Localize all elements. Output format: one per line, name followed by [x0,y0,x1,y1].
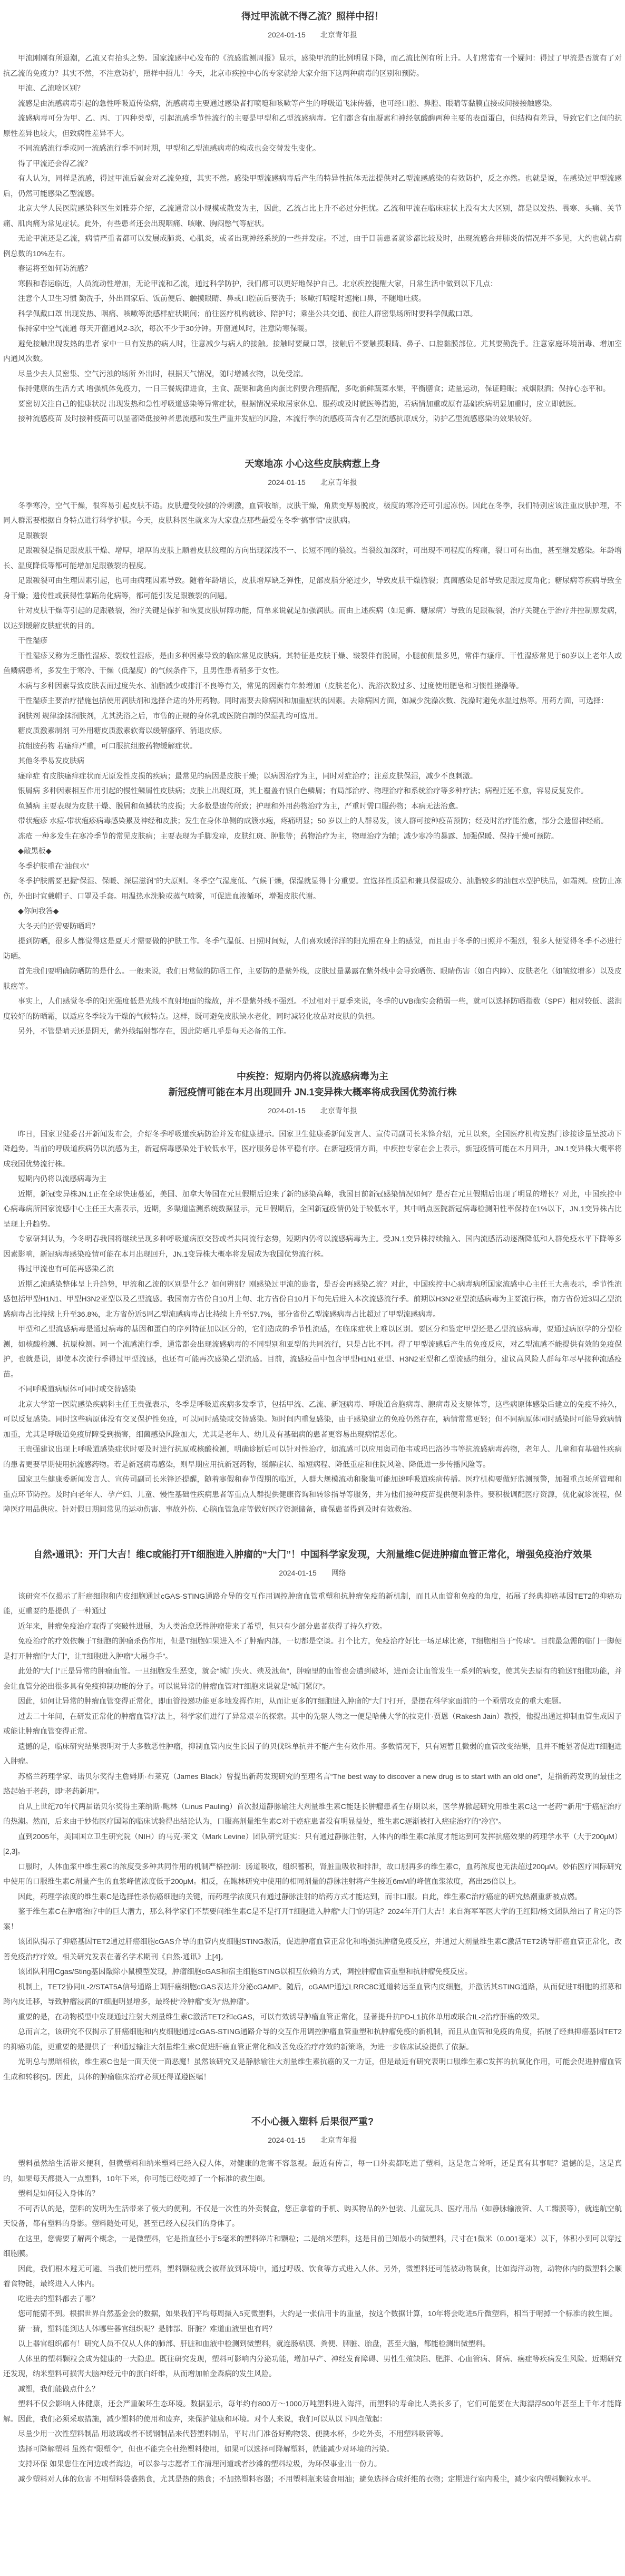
article-meta [3,1567,622,1579]
paragraph: 注意个人卫生习惯 勤洗手，外出回家后、饭前便后、触摸眼睛、鼻或口腔前后要洗手；咳嗽打喷嚏时遮掩口鼻，不随地吐痰。 [18,294,426,303]
article-meta [3,28,622,41]
paragraph: 甲型和乙型流感病毒是通过病毒的基因和蛋白的序列特征加以区分的，它们造成的季节性流感，在临床症状上难以区别。要区分和鉴定甲型还是乙型流感病毒，要通过病原学的分型检测，如核酸检测、抗原检测。同一个流感流行季，通常都会出现流感病毒的不同型别和亚型的共同流行，只是占比不同。得了甲型流感后产生的免疫反应，对乙型流感不能提供有效的免疫保护，也就是说，即使本次流行季得过甲型流感，也还有可能再次感染乙型流感。目前，流感疫苗中包含甲型H1N1亚型、H3N2亚型和乙型流感的组分，建议高风险人群每年尽早接种流感疫苗。 [3,1325,622,1378]
paragraph: 免疫治疗的疗效依赖于T细胞的肿瘤杀伤作用，但是T细胞如果进入不了肿瘤内部，一切都是空谈。打个比方，免疫治疗好比一场足球比赛，T细胞相当于“传球”。目前最急需的临门一脚便是打开肿瘤的“大门”，让T细胞进入肿瘤“大展身手”。 [3,1637,622,1660]
paragraph: 专家研判认为，今冬明春我国将继续呈现多种呼吸道病原交替或者共同流行态势，短期内仍将以流感病毒为主。受JN.1变异株持续输入、国内流感活动逐渐降低和人群免疫水平下降等多因素影响，新冠病毒感染疫情可能在本月出现回升，JN.1变异株大概率将发展成为我国优势流行株。 [3,1234,622,1258]
article-meta [3,1104,622,1117]
paragraph: 干性湿疹主要治疗措施包括使用润肤剂和选择合适的外用药物。同时需要去除病因和加重症状的因素。去除病因方面，如减少洗澡次数、洗澡时避免水温过热等。用药方面，可选择： [18,696,608,705]
paragraph: 在这里，您需要了解两个概念，一是微塑料，它是指直径小于5毫米的塑料碎片和颗粒；二是纳米塑料，这是目前已知最小的微塑料，尺寸在1微米（0.001毫米）以下，体积小到可以穿过细胞膜。 [3,2234,622,2258]
paragraph: 因此，药理学浓度的维生素C是选择性杀伤癌细胞的关键，而药理学浓度只有通过静脉注射的给药方式才能达到，而非口服。自此，维生素C治疗癌症的研究热潮重新被点燃。 [18,1892,582,1901]
paragraph: 近年来，肿瘤免疫治疗取得了突破性进展，为人类治愈恶性肿瘤带来了希望，但只有少部分患者获得了持久疗效。 [18,1621,387,1630]
paragraph: 猜一猜，塑料能到达人体哪些器官组织呢？是肺部、肝脏？难道血液里也有吗？ [18,2324,276,2333]
paragraph: 北京大学第一医院感染疾病科主任王贵强表示，冬季是呼吸道疾病多发季节，包括甲流、乙流、新冠病毒、呼吸道合胞病毒、腺病毒及支原体等，这些病原体感染后建立的免疫不持久，可以反复感染。同时这些病原体没有交叉保护性免疫，可以同时感染或交替感染。短时间内重复感染，由于感染建立的免疫仍然存在，病情常常更轻；但不同病原体同时感染时可能导致病情加重，尤其是呼吸道免疫屏障受到损害，细菌感染风险加大，尤其是老年人、幼儿及有基础病的患者更容易出现病情恶化。 [3,1399,622,1438]
paragraph: 甲流刚刚有所退潮，乙流又有抬头之势。国家流感中心发布的《流感监测周报》显示，感染甲流的比例明显下降，而乙流比例有所上升。人们常常有一个疑问：得过了甲流是否就有了对抗乙流的免疫力？其实不然，不注意防护，照样中招儿！今天，北京市疾控中心的专家就给大家介绍下这两种病毒的区别和预防。 [3,54,622,77]
paragraph: 科学佩戴口罩 出现发热、咽痛、咳嗽等流感样症状期间；前往医疗机构就诊、陪护时；乘坐公共交通、前往人群密集场所时要科学佩戴口罩。 [18,309,477,318]
article-date: 2024-01-15 [268,478,306,487]
paragraph: 首先我们要明确防晒防的是什么。一般来说，我们日常做的防晒工作，主要防的是紫外线，皮肤过量暴露在紫外线中会导致晒伤、眼睛伤害（如白内障）、皮肤老化（如皱纹增多）以及皮肤癌等。 [3,967,622,990]
article-meta [3,2134,622,2146]
paragraph: 人体里的塑料颗粒会成为健康的一大隐患。既往研究发现，塑料可影响内分泌功能，增加早产、神经发育障碍、男性生殖缺陷、肥胖、心血管病、肾病、癌症等疾病发生风险。近期研究还发现，纳米塑料可损害大脑神经元中的蛋白纤维，从而增加帕金森病的发生风险。 [3,2354,622,2378]
paragraph: 此处的“大门”正是异常的肿瘤血管。一旦细胞发生恶变，就会“城门失火、殃及池鱼”，肿瘤里的血管也会遭到破坏，进而会让血管发生一系列的病变，使其失去原有的输送T细胞功能，并会让血管分泌出很多具有免疫抑制功能的分子。可以说异常的肿瘤血管对T细胞来说就是“城门紧闭”。 [3,1667,622,1690]
paragraph: 塑料不仅会影响人体健康，还会严重破坏生态环境。数据显示，每年约有800万～1000万吨塑料进入海洋，而塑料的寿命比人类长多了，它们可能要在大海漂浮500年甚至上千年才能降解。因此，我们必须采取措施，减少塑料的使用和废弃，来保护健康和环境。对个人来说，我们可以从以下四点做起： [3,2399,622,2423]
paragraph: 避免接触出现发热的患者 家中一旦有发热的病人时，注意减少与病人的接触。接触时要戴口罩，接触后不要触摸眼睛、鼻子、口腔黏膜部位。尤其要勤洗手。注意家庭环境消毒、增加室内通风次数。 [3,339,622,363]
paragraph: 寒假和春运临近，人员流动性增加，无论甲流和乙流，通过科学防护，我们都可以更好地保护自己。北京疾控提醒大家，日常生活中做到以下几点： [18,279,497,288]
paragraph: ◆你问我答◆ [18,907,59,915]
paragraph: 干性湿疹 [18,636,47,645]
paragraph: 大冬天的还需要防晒吗？ [18,921,99,930]
paragraph: 保持健康的生活方式 增强机体免疫力，一日三餐规律进食，主食、蔬果和禽鱼肉蛋比例要合理搭配，多吃新鲜蔬菜水果，平衡膳食；适量运动，保证睡眠；戒烟限酒；保持心态平和。 [18,384,610,393]
article-source: 北京青年报 [320,478,357,487]
paragraph: 得了甲流还会得乙流？ [18,159,92,168]
paragraph: 带状疱疹 水痘-带状疱疹病毒感染累及神经和皮肤；发生在身体单侧的成簇水疱，疼痛明显；50 岁以上的人群易发，该人群可接种疫苗预防；经及时治疗能治愈，部分会遗留神经痛。 [18,816,609,825]
paragraph: 另外，不管是晴天还是阴天，紫外线辐射都存在，因此防晒几乎是每天必备的工作。 [18,1027,291,1035]
paragraph: 重要的是，在动物模型中发现通过注射大剂量维生素C激活TET2和cGAS，可以有效诱导肿瘤血管正常化，显著提升抗PD-L1抗体单用或联合IL-2治疗肝癌的效果。 [18,2012,544,2021]
paragraph: 支持环保 如果您住在河边或者海边，可以参与志愿者工作清理河道或者沙滩的塑料垃圾，为环保事业出一份力。 [18,2460,382,2468]
article-date: 2024-01-15 [268,31,306,39]
paragraph: 以上器官组织都有！研究人员不仅从人体的肺部、肝脏和血液中检测到微塑料，就连肠粘膜、粪便、脾脏、胎盘，甚至大脑，都能检测出微塑料。 [18,2339,490,2348]
paragraph: 干性湿疹又称为乏脂性湿疹、裂纹性湿疹，是由多种因素导致的临床常见皮肤病。其特征是皮肤干燥、皲裂伴有脱屑，小腿前侧最多见，常伴有瘙痒。干性湿疹常见于60岁以上老年人或鱼鳞病患者，多发生于寒冷、干燥（低湿度）的气候条件下，且男性患者稍多于女性。 [3,651,622,675]
paragraph: 不同呼吸道病原体可同时或交替感染 [18,1385,136,1393]
paragraph: 近期乙流感染整体呈上升趋势，甲流和乙流的区别是什么？如何辨别？刚感染过甲流的患者，是否会再感染乙流？对此，中国疾控中心病毒病所国家流感中心主任王大燕表示，季节性流感包括甲型H1N1、甲型H3N2亚型以及乙型流感。我国南方省份自10月上旬、北方省份自10月下旬先后进入本次流感流行季。前期以H3N2亚型流感病毒为主要流行株，南方省份近3周乙型流感病毒占比持续上升至36.8%，北方省份近5周乙型流感病毒占比持续上升至57.7%，部分省份乙型流感病毒占比超过了甲型流感病毒。 [3,1279,622,1318]
paragraph: 近期，新冠变异株JN.1正在全球快速蔓延，美国、加拿大等国在元旦假期后迎来了新的感染高峰，我国目前新冠感染情况如何？是否在元旦假期后出现了明显的增长？对此，中国疾控中心病毒病所国家流感中心主任王大燕表示，近期，多渠道监测系统数据显示，元旦假期后，全国新冠疫情仍处于较低水平，其中哨点医院新冠病毒检测阳性率保持在1%以下，JN.1变异株占比呈现上升趋势。 [3,1189,622,1228]
paragraph: 其他冬季易发皮肤病 [18,756,84,765]
paragraph: 保持家中空气流通 每天开窗通风2-3次，每次不少于30分钟。开窗通风时，注意防寒保暖。 [18,324,312,333]
paragraph: 不可否认的是，塑料的发明为生活带来了极大的便利。不仅是一次性的外卖餐盒，您正拿着的手机、购买物品的外包装、儿童玩具、医疗用品（如静脉输液管、人工瓣膜等），就连航空航天设备，都有塑料的身影。塑料随处可见，甚至已经入侵我们的身体了。 [3,2204,622,2228]
paragraph: 提到防晒，很多人都觉得这是夏天才需要做的护肤工作。冬季气温低、日照时间短，人们喜欢暖洋洋的阳光照在身上的感觉，而且由于冬季的日照并不强烈，很多人便觉得冬季不必进行防晒。 [3,937,622,960]
paragraph: 要密切关注自己的健康状况 出现发热和急性呼吸道感染等异常症状，根据情况采取居家休息、服药或及时就医等措施，若病情加重或原有基础疾病明显加重时，应立即就医。 [18,399,581,408]
article-title: 天寒地冻 小心这些皮肤病惹上身 [245,458,380,469]
article-title: 中疾控：短期内仍将以流感病毒为主 [237,1071,388,1082]
paragraph: 苏格兰药理学家、诺贝尔奖得主詹姆斯·布莱克（James Black）曾提出新药发现研究的至理名言“The best way to discover a new drug is to start with an old one”，是指新药发现的最佳之路起始于老药，即“老药新用”。 [3,1772,622,1795]
article [3,2114,622,2486]
paragraph: 不同流感流行季或同一流感流行季不同时期，甲型和乙型流感病毒的构成也会交替发生变化。 [18,144,320,152]
article-title: 得过甲流就不得乙流？照样中招！ [241,11,384,22]
article-source: 北京青年报 [320,31,357,39]
paragraph: 尽量少去人员密集、空气污浊的场所 外出时，根据天气情况，随时增减衣物，以免受凉。 [18,369,308,378]
paragraph: 选择可降解塑料 虽然有“限塑令”，但也不能完全杜绝塑料使用，如果可以选择可降解塑料，就能减少对环境的污染。 [18,2444,394,2453]
paragraph: 减塑，我们能做点什么？ [18,2384,99,2393]
paragraph: 冻疮 一种多发生在寒冷季节的常见皮肤病；主要表现为手脚发痒，皮肤红斑、肿胀等；药物治疗为主，物理治疗为辅；减少寒冷的暴露、加强保暖、保持干燥可预防。 [18,831,559,840]
paragraph: 短期内仍将以流感病毒为主 [18,1174,106,1183]
paragraph: 总而言之，该研究不仅揭示了肝癌细胞和内皮细胞通过cGAS-STING通路介导的交互作用调控肿瘤血管重塑和抗肿瘤免疫的新机制，而且从血管和免疫的角度，拓展了经典抑癌基因TET2的抑癌功能，更重要的是提供了一种通过输注大剂量维生素C促进肝癌血管正常化和改善免疫治疗疗效的新策略，为进一步临床试验提供了依据。 [3,2027,622,2051]
paragraph: 本病与多种因素导致皮肤表面过度失水、油脂减少或排汗不良等有关，常见的因素有年龄增加（皮肤老化）、洗浴次数过多、过度使用肥皂和习惯性搓澡等。 [18,681,523,690]
paragraph: 塑料是如何侵入身体的？ [18,2189,99,2198]
paragraph: 该团队利用Cgas/Sting基因敲除小鼠模型发现，肿瘤细胞cGAS和宿主细胞STING以相互依赖的方式，调控肿瘤血管重塑和抗肿瘤免疫反应。 [18,1967,472,1976]
paragraph: 鉴于维生素C在肿瘤治疗中的巨大潜力，那么科学家们不禁要问维生素C是不是打开T细胞进入肿瘤“大门”的钥匙？2024年开门大吉！来自海军军医大学的王红阳/杨文团队给出了肯定的答案！ [3,1907,622,1931]
paragraph: 减少塑料对人体的危害 不用塑料袋盛熟食，尤其是热的熟食；不加热塑料容器；不用塑料瓶来装食用油；避免选择合成纤维的衣物；定期进行室内吸尘，减少室内塑料颗粒水平。 [18,2474,595,2483]
paragraph: 冬季护肤重在“油包水” [18,861,90,870]
paragraph: 口服时，人体血浆中维生素C的浓度受多种共同作用的机制严格控制：肠道吸收，组织蓄积，肾脏重吸收和排泄，故口服再多的维生素C，血药浓度也无法超过200μM。妙佑医疗国际研究中使用的口服维生素C剂量产生的血浆峰值浓度低于200μM。相反，在鲍林研究中使用的相同剂量的静脉注射将产生接近6mM的峰值血浆浓度，高出25倍以上。 [3,1862,622,1885]
article-title: 新冠疫情可能在本月出现回升 JN.1变异株大概率将成我国优势流行株 [168,1086,457,1097]
paragraph: 自从上世纪70年代两届诺贝尔奖得主莱纳斯·鲍林（Linus Pauling）首次报道静脉输注大剂量维生素C能延长肿瘤患者生存期以来，医学界掀起研究用维生素C这一“老药”“新用”于癌症治疗的热潮。然而，后来由于妙佑医疗国际的临床试验得出结论认为，口服高剂量维生素C对于癌症患者没有明显益处，维生素C逐渐被打入癌症治疗的“冷宫”。 [3,1802,622,1825]
paragraph: 光明总与黑暗相依，维生素C也是一面天使一面恶魔！虽然该研究又是静脉输注大剂量维生素抗癌的又一力证，但是最近有研究表明口服维生素C发挥的抗氧化作用，可能会促进肿瘤血管生成和转移[5]。因此，具体的肿瘤临床治疗必须还得谨遵医嘱！ [3,2057,622,2081]
paragraph: 银屑病 多种因素相互作用引起的慢性鳞屑性皮肤病；皮肤上出现红斑，其上覆盖有银白色鳞屑；有局部治疗、物理治疗和系统治疗等多种疗法；病程迁延不愈，容易反复发作。 [18,786,588,795]
article [3,1547,622,2085]
paragraph: 事实上，人们感觉冬季的阳光强度低是光线不直射地面的缘故，并不是紫外线不强烈。不过相对于夏季来说，冬季的UVB确实会稍弱一些，就可以选择防晒指数（SPF）相对较低、滋润度较好的防晒霜，以适应冬季较为干燥的气候特点。这样，既可避免皮肤缺水老化，同时减轻化妆品对皮肤的负担。 [3,997,622,1020]
paragraph: 足跟皲裂可由生理因素引起，也可由病理因素导致。随着年龄增长，皮肤增厚缺乏弹性，足部皮脂分泌过少，导致皮肤干燥脆裂；真菌感染足部导致足跟过度角化；糖尿病等疾病导致全身干燥；遗传性或获得性掌跖角化病等，都可能引发足跟皲裂的问题。 [3,576,622,600]
paragraph: 该团队揭示了抑癌基因TET2通过肝癌细胞cGAS介导的血管内皮细胞STING激活，促进肿瘤血管正常化和增强抗肿瘤免疫反应，并通过大剂量维生素C激活TET2诱导肝癌血管正常化，改善免疫治疗疗效。相关研究发表在著名学术期刊《自然·通讯》上[4]。 [3,1937,622,1961]
paragraph: 得过甲流也有可能再感染乙流 [18,1265,114,1273]
paragraph: 尽量少用一次性塑料制品 用玻璃或者不锈钢制品来代替塑料制品，平时出门准备好购物袋、便携水杯，少吃外卖，不用塑料吸管等。 [18,2429,448,2438]
paragraph: 国家卫生健康委新闻发言人、宣传司副司长米锋还提醒，随着寒假和春节假期的临近，人群大规模流动和聚集可能加速呼吸道疾病传播。医疗机构要做好监测预警，加强重点场所管理和重点环节防控。及时向老年人、孕产妇、儿童、慢性基础性疾病患者等重点人群提供健康咨询和转诊指导等服务，并为他们接种疫苗提供便利条件。要积极调配医疗资源，优化就诊流程，保障医疗用品供应。针对假日期间常见的运动伤害、事故外伤、心脑血管急症等做好医疗资源储备，确保患者得到及时有效救治。 [3,1475,622,1513]
paragraph: ◆敲黑板◆ [18,847,52,855]
paragraph: 过去二十年间，在研发正常化的肿瘤血管疗法上，科学家们进行了异常艰辛的探索。其中的先驱人物之一便是哈佛大学的拉克什·贾恩（Rakesh Jain）教授，他提出通过抑制血管生成因子或能让肿瘤血管变得正常。 [3,1712,622,1735]
paragraph: 北京大学人民医院感染科医生刘雅芬介绍，乙流通常以小规模或散发为主，因此，乙流占比上升不必过分担忧。乙流和甲流在临床症状上没有太大区别，都是以发热、畏寒、头痛、关节痛、肌肉痛为常见症状。此外，有些患者还会出现咽痛、咳嗽、胸闷憋气等症状。 [3,204,622,228]
paragraph: 甲流、乙流啥区别？ [18,84,84,92]
paragraph: 因此，我们根本避无可避。当我们使用塑料，塑料颗粒就会被释放到环境中，通过呼吸、饮食等方式进入人体。另外，微塑料还可能被动物误食，比如海洋动物，动物体内的微塑料会顺着食物链，最终进入人体内。 [3,2264,622,2288]
paragraph: 昨日，国家卫健委召开新闻发布会，介绍冬季呼吸道疾病防治并发布健康提示。国家卫生健康委新闻发言人、宣传司副司长米锋介绍，元旦以来，全国医疗机构发热门诊接诊量呈波动下降趋势。当前的呼吸道疾病仍以流感为主，新冠病毒感染处于较低水平，医疗服务总体平稳有序。在新冠疫情方面，中疾控专家在会上表示，新冠疫情可能在本月回升，JN.1变异株大概率将成我国优势流行株。 [3,1129,622,1168]
paragraph: 春运将至如何防流感？ [18,264,92,273]
paragraph: 该研究不仅揭示了肝癌细胞和内皮细胞通过cGAS-STING通路介导的交互作用调控肿瘤血管重塑和抗肿瘤免疫的新机制，而且从血管和免疫的角度，拓展了经典抑癌基因TET2的抑癌功能，更重要的是提供了一种通过 [3,1591,622,1615]
article [3,456,622,1039]
paragraph: 吃进去的塑料都去了哪？ [18,2294,99,2303]
paragraph: 润肤剂 规律涂抹润肤剂，尤其洗浴之后，市售的正规的身体乳或医院自制的保湿乳均可选用。 [18,711,323,720]
paragraph: 无论甲流还是乙流，病情严重者都可以发展成肺炎、心肌炎，或者出现神经系统的一些并发症。不过，由于目前患者就诊都比较及时，出现流感合并肺炎的情况并不多见，大约也就占病例总数的10%左右。 [3,234,622,258]
paragraph: 冬季寒冷，空气干燥，很容易引起皮肤不适。皮肤遭受较强的冷刺激，血管收缩，皮肤干燥，角质变厚易脱皮，极度的寒冷还可引起冻伤。因此在冬季，我们特别应该注重皮肤护理，不同人群需要根据自身特点进行科学护肤。今天，皮肤科医生就来为大家盘点那些最爱在冬季“搞事情”皮肤病。 [3,501,622,524]
paragraph: 您可能猜不到。根据世界自然基金会的数据，如果我们平均每周摄入5克微塑料，大约是一张信用卡的重量，按这个数据计算，10年将会吃进5斤微塑料，相当于啃掉一个标准的救生圈。 [18,2309,618,2318]
paragraph: 鱼鳞病 主要表现为皮肤干燥、脱屑和鱼鳞状的皮损；大多数是遗传所致；护理和外用药物治疗为主，严重时需口服药物；本病无法治愈。 [18,801,463,810]
article-source: 北京青年报 [320,1106,357,1115]
paragraph: 足跟皲裂是指足跟皮肤干燥、增厚，增厚的皮肤上顺着皮肤纹理的方向出现深浅不一、长短不同的裂纹。当裂纹加深时，可出现不同程度的疼痛，裂口可有出血，甚至继发感染。年龄增长、温度降低等都可能增加足跟皲裂的程度。 [3,546,622,570]
paragraph: 足跟皲裂 [18,531,47,540]
paragraph: 因此，如何让异常的肿瘤血管变得正常化，即血管投递功能更多地发挥作用，从而让更多的T细胞进入肿瘤的“大门”打开，是摆在科学家面前的一个亟需攻克的重大难题。 [18,1697,566,1705]
paragraph: 针对皮肤干燥等引起的足跟皲裂，治疗关键是保护和恢复皮肤屏障功能，简单来说就是加强润肤。而由上述疾病（如足癣、糖尿病）导致的足跟皲裂，治疗关键在于治疗并控制原发病，以达到缓解皮肤症状的目的。 [3,606,622,630]
article-source: 北京青年报 [320,2136,357,2144]
article [3,1068,622,1517]
paragraph: 机制上，TET2协同IL-2/STAT5A信号通路上调肝癌细胞cGAS表达并分泌cGAMP。随后，cGAMP通过LRRC8C通道转运至血管内皮细胞，并激活其STING通路，从而促进T细胞的招募和跨内皮迁移，导致肿瘤浸润的T细胞明显增多，最终使“冷肿瘤”变为“热肿瘤”。 [3,1982,622,2006]
paragraph: 接种流感疫苗 及时接种疫苗可以显著降低接种者患流感和发生严重并发症的风险，本流行季的流感疫苗含有乙型流感抗原成分，防护乙型流感感染的效果较好。 [18,414,536,423]
paragraph: 王贵强建议出现上呼吸道感染症状时要及时进行抗原或核酸检测，明确诊断后可以针对性治疗，如流感可以应用奥司他韦或玛巴洛沙韦等抗流感病毒药物，老年人、儿童和有基础性疾病的患者更要早期使用抗流感药物。若是新冠病毒感染，则早期应用抗新冠药物，缓解症状、缩短病程、降低重症和住院风险、降低进一步传播风险等。 [3,1445,622,1469]
article-date: 2024-01-15 [268,1106,306,1115]
paragraph: 流感病毒可分为甲、乙、丙、丁四种类型，引起流感季节性流行的主要是甲型和乙型流感病毒。它们都含有血凝素和神经氨酸酶两种主要的表面蛋白，但结构有差异，导致它们之间的抗原性差异也较大，但致病性差异不大。 [3,114,622,138]
paragraph: 流感是由流感病毒引起的急性呼吸道传染病，流感病毒主要通过感染者打喷嚏和咳嗽等产生的呼吸道飞沫传播，也可经口腔、鼻腔、眼睛等黏膜直接或间接接触感染。 [18,99,556,108]
article [3,8,622,426]
paragraph: 瘙痒症 有皮肤瘙痒症状而无原发性皮损的疾病；最常见的病因是皮肤干燥；以病因治疗为主，同时对症治疗；注意皮肤保湿，减少不良刺激。 [18,771,477,780]
article-title: 不小心摄入塑料 后果很严重? [251,2116,374,2127]
article-date: 2024-01-15 [268,2136,306,2144]
article-date: 2024-01-15 [279,1568,317,1577]
paragraph: 塑料虽然给生活带来便利，但微塑料和纳米塑料已经入侵人体，对健康的危害不容忽视。最近有传言，每一口外卖都吃进了塑料，这是危言耸听，还是真有其事呢？遗憾的是，这是真的，如果每天都摄入一点塑料，10年下来，你可能已经吃掉了一个标准的救生圈。 [3,2159,622,2183]
paragraph: 冬季护肤需要把握“保湿、保暖、深层滋润”的大原则。冬季空气湿度低、气候干燥，保湿就显得十分重要。宜选择性质温和兼具保湿成分、油脂较多的油包水型护肤品，如霜剂。应防止冻伤，外出时宜戴帽子、口罩及手套。用温热水洗脸或蒸气喷雾，可促进血液循环，增强皮肤代谢。 [3,877,622,900]
paragraph: 抗组胺药物 若瘙痒严重，可口服抗组胺药物缓解症状。 [18,741,197,750]
paragraph: 糖皮质激素制剂 可外用糖皮质激素软膏以缓解瘙痒、消退皮疹。 [18,726,227,735]
paragraph: 遗憾的是，临床研究结果表明对于大多数恶性肿瘤，抑制血管内皮生长因子的贝伐珠单抗并不能产生有效作用。多数情况下，只有短暂且微弱的血管改变结果，且并不能显著促进T细胞进入肿瘤。 [3,1742,622,1765]
article-meta [3,476,622,489]
paragraph: 有人认为，同样是流感，得过甲流后就会对乙流免疫，其实不然。感染甲型流感病毒后产生的特异性抗体无法提供对乙型流感感染的有效防护，反之亦然。也就是说，在感染过甲型流感后，仍然可能感染乙型流感。 [3,174,622,198]
paragraph: 直到2005年，美国国立卫生研究院（NIH）的马克·莱文（Mark Levine）团队研究证实：只有通过静脉注射，人体内的维生素C浓度才能达到可发挥抗癌效果的药理学水平（大于200μM）[2,3]。 [3,1832,622,1855]
article-source: 网络 [331,1568,346,1577]
article-title: 自然•通讯》：开门大吉！维C或能打开T细胞进入肿瘤的“大门”！中国科学家发现，大剂量维C促进肿瘤血管正常化，增强免疫治疗效果 [33,1549,592,1560]
